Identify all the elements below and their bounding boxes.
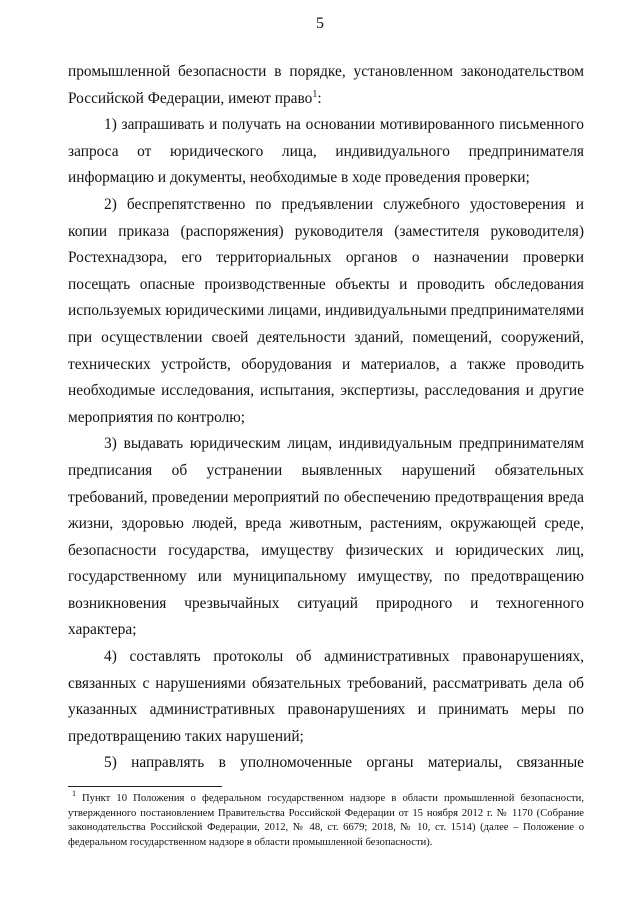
footnote <box>68 789 584 850</box>
document-body <box>68 59 584 777</box>
paragraph-item-5: 5) направлять в уполномоченные органы материалы, связанные <box>104 754 584 772</box>
paragraph-intro <box>68 59 584 112</box>
footnote-mark: 1 <box>72 789 76 799</box>
paragraph-intro-text: промышленной безопасности в порядке, установленном законодательством Российской Федерации, имеют право <box>68 63 584 107</box>
paragraph-item-3: 3) выдавать юридическим лицам, индивидуальным предпринимателям предписания об устранении выявленных нарушений обязательных требований, проведении мероприятий по обеспечению предотвращения вреда жизни, здоровью людей, вреда животным, растениям, окружающей среде, безопасности государства, имуществу физических и юридических лиц, государственному или муниципальному имуществу, по предотвращению возникновения чрезвычайных ситуаций природного и техногенного характера; <box>68 435 584 639</box>
paragraph-item-1: 1) запрашивать и получать на основании мотивированного письменного запроса от юридического лица, индивидуального предпринимателя информацию и документы, необходимые в ходе проведения проверки; <box>68 116 584 187</box>
paragraph-item-2: 2) беспрепятственно по предъявлении служебного удостоверения и копии приказа (распоряжения) руководителя (заместителя руководителя) Ростехнадзора, его территориальных органов о назначении проверки посещать опасные производственные объекты и проводить обследования используемых юридическими лицами, индивидуальными предпринимателями при осуществлении своей деятельности зданий, помещений, сооружений, технических устройств, оборудования и материалов, а также проводить необходимые исследования, испытания, экспертизы, расследования и другие мероприятия по контролю; <box>68 195 584 426</box>
footnote-divider <box>68 786 222 787</box>
paragraph-item-4: 4) составлять протоколы об административных правонарушениях, связанных с нарушениями обязательных требований, рассматривать дела об указанных административных правонарушениях и принимать меры по предотвращению таких нарушений; <box>68 648 584 745</box>
footnote-reference: 1 <box>312 88 318 100</box>
footnote-text: Пункт 10 Положения о федеральном государственном надзоре в области промышленной безопасности, утвержденного постановлением Правительства Российской Федерации от 15 ноября 2012 г. № 1170 (Собрание законодательства Российской Федерации, 2012, № 48, ст. 6679; 2018, № 10, ст. 1514) (далее – Положение о федеральном государственном надзоре в области промышленной безопасности). <box>68 793 584 848</box>
paragraph-intro-tail: : <box>317 89 322 107</box>
page-number: 5 <box>316 15 324 32</box>
